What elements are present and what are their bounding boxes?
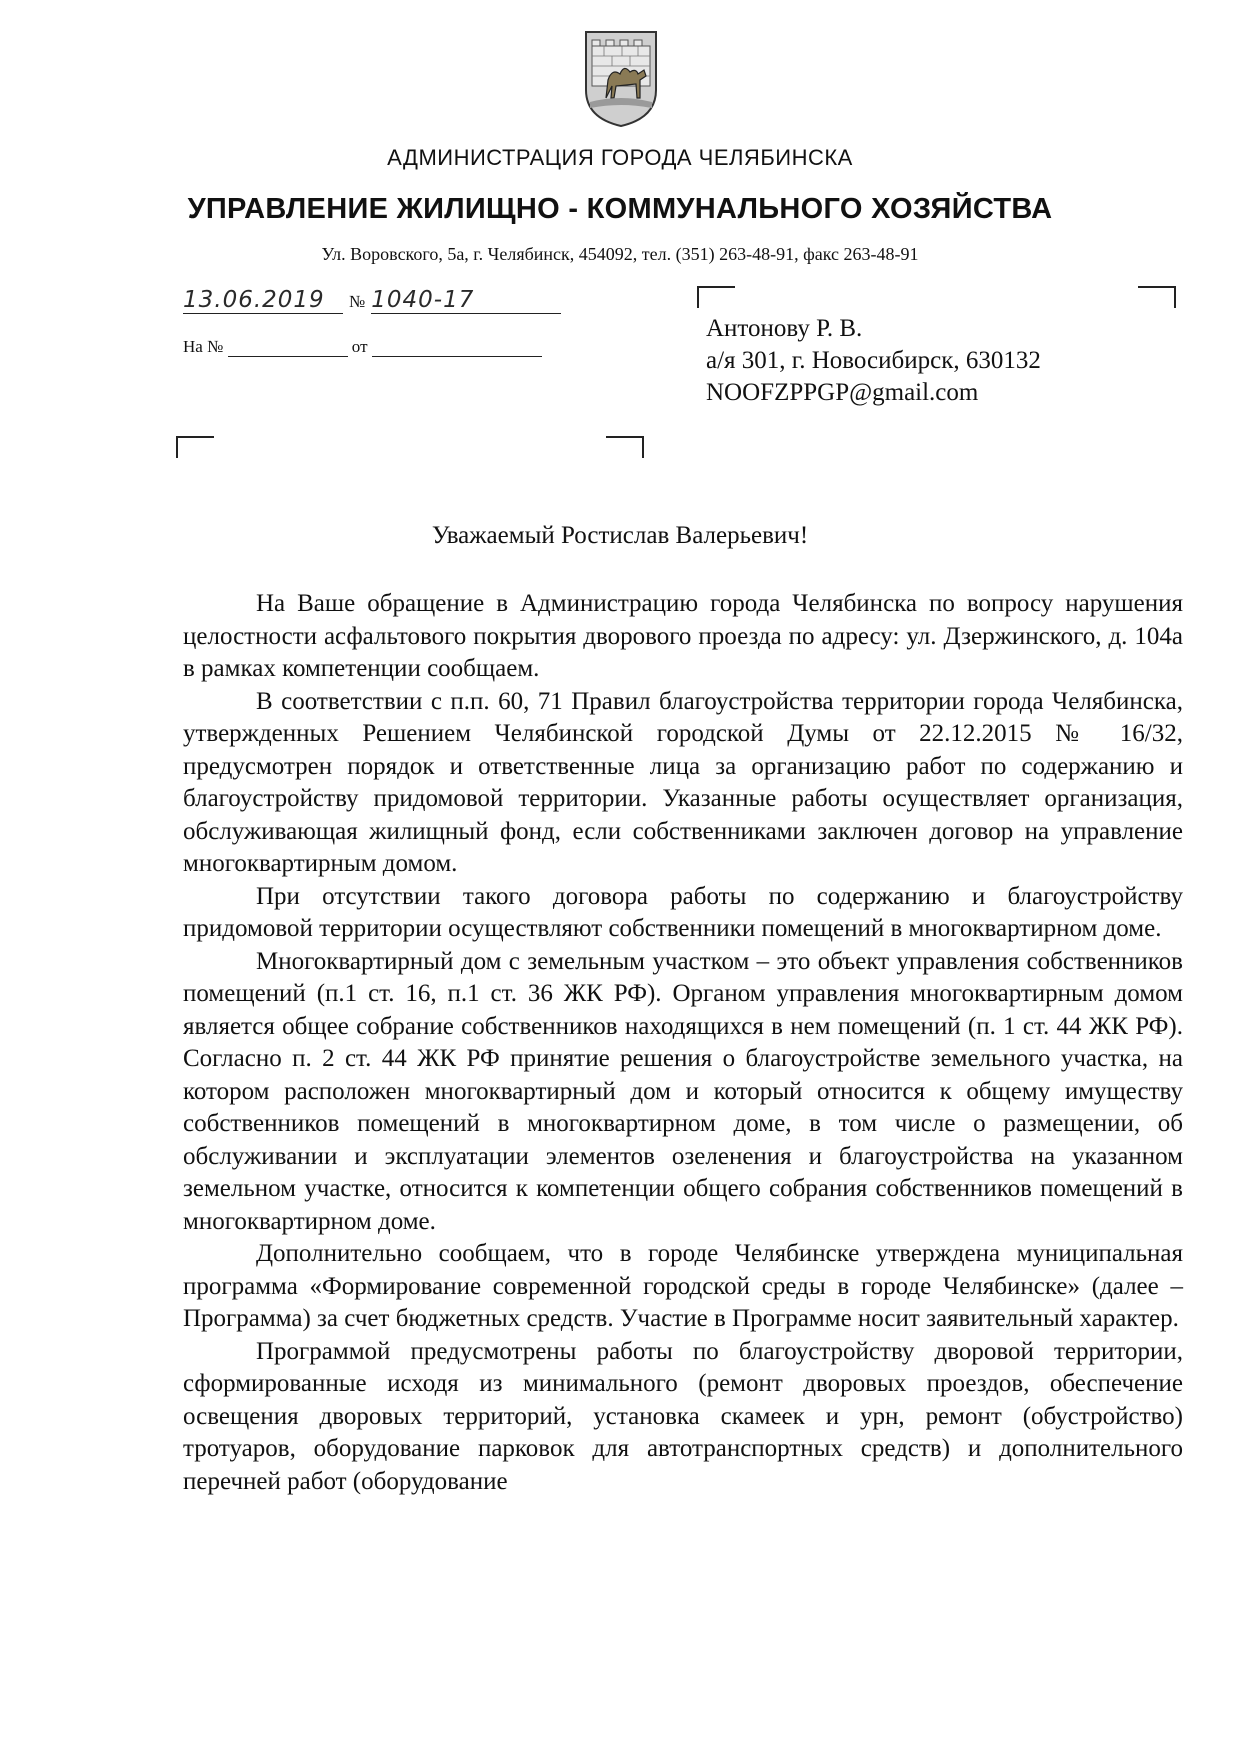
recipient-address: а/я 301, г. Новосибирск, 630132 [706, 347, 1041, 374]
salutation: Уважаемый Ростислав Валерьевич! [431, 522, 809, 549]
reference-from-label: от [351, 337, 368, 356]
administration-title: АДМИНИСТРАЦИЯ ГОРОДА ЧЕЛЯБИНСКА [387, 145, 853, 170]
body-paragraph: В соответствии с п.п. 60, 71 Правил благоустройства территории города Челябинска, утвержденных Решением Челябинской городской Думы от 22.12.2015 № 16/32, предусмотрен порядок и ответственные лица за организацию работ по содержанию и благоустройству придомовой территории. Указанные работы осуществляет организация, обслуживающая жилищный фонд, если собственниками заключен договор на управление многоквартирным домом. [183, 687, 1183, 877]
body-paragraph: При отсутствии такого договора работы по содержанию и благоустройству придомовой территории осуществляют собственники помещений в многоквартирном доме. [183, 882, 1183, 942]
reference-label: На № [183, 337, 224, 356]
registration-number: 1040-17 [371, 287, 561, 314]
body-paragraph: Многоквартирный дом с земельным участком – это объект управления собственников помещений (п.1 ст. 16, п.1 ст. 36 ЖК РФ). Органом управления многоквартирным домом является общее собрание собственников находящихся в нем помещений (п. 1 ст. 44 ЖК РФ). Согласно п. 2 ст. 44 ЖК РФ принятие решения о благоустройстве земельного участка, на котором расположен многоквартирный дом и который относится к общему имуществу собственников помещений в многоквартирном доме, в том числе о размещении, об обслуживании и эксплуатации элементов озеленения и благоустройства на указанном земельном участке, относится к компетенции общего собрания собственников помещений в многоквартирном доме. [183, 947, 1183, 1235]
subject-bracket-right [606, 436, 644, 458]
registration-line [183, 287, 561, 314]
reference-number-blank [228, 338, 348, 357]
body-paragraph: Программой предусмотрены работы по благоустройству дворовой территории, сформированные исходя из минимального (ремонт дворовых проездов, обеспечение освещения дворовых территорий, установка скамеек и урн, ремонт (обустройство) тротуаров, оборудование парковок для автотранспортных средств) и дополнительного перечней работ (оборудование [183, 1337, 1183, 1495]
registration-date: 13.06.2019 [183, 287, 343, 314]
department-address: Ул. Воровского, 5а, г. Челябинск, 454092, тел. (351) 263-48-91, факс 263-48-91 [321, 244, 919, 264]
recipient-block [706, 313, 1041, 409]
department-title: УПРАВЛЕНИЕ ЖИЛИЩНО - КОММУНАЛЬНОГО ХОЗЯЙСТВА [187, 193, 1053, 225]
letter-body [183, 588, 1183, 1498]
recipient-bracket-left [697, 286, 735, 308]
body-paragraph: Дополнительно сообщаем, что в городе Челябинске утверждена муниципальная программа «Формирование современной городской среды в городе Челябинске» (далее – Программа) за счет бюджетных средств. Участие в Программе носит заявительный характер. [183, 1240, 1183, 1332]
reference-date-blank [372, 338, 542, 357]
number-sign: № [349, 292, 366, 311]
recipient-bracket-right [1138, 286, 1176, 308]
subject-bracket-left [176, 436, 214, 458]
recipient-email: NOOFZPPGP@gmail.com [706, 379, 979, 406]
recipient-name: Антонову Р. В. [706, 315, 863, 342]
coat-of-arms-icon [582, 28, 660, 128]
body-paragraph: На Ваше обращение в Администрацию города Челябинска по вопросу нарушения целостности асфальтового покрытия дворового проезда по адресу: ул. Дзержинского, д. 104а в рамках компетенции сообщаем. [183, 590, 1183, 682]
reference-line [183, 337, 542, 357]
